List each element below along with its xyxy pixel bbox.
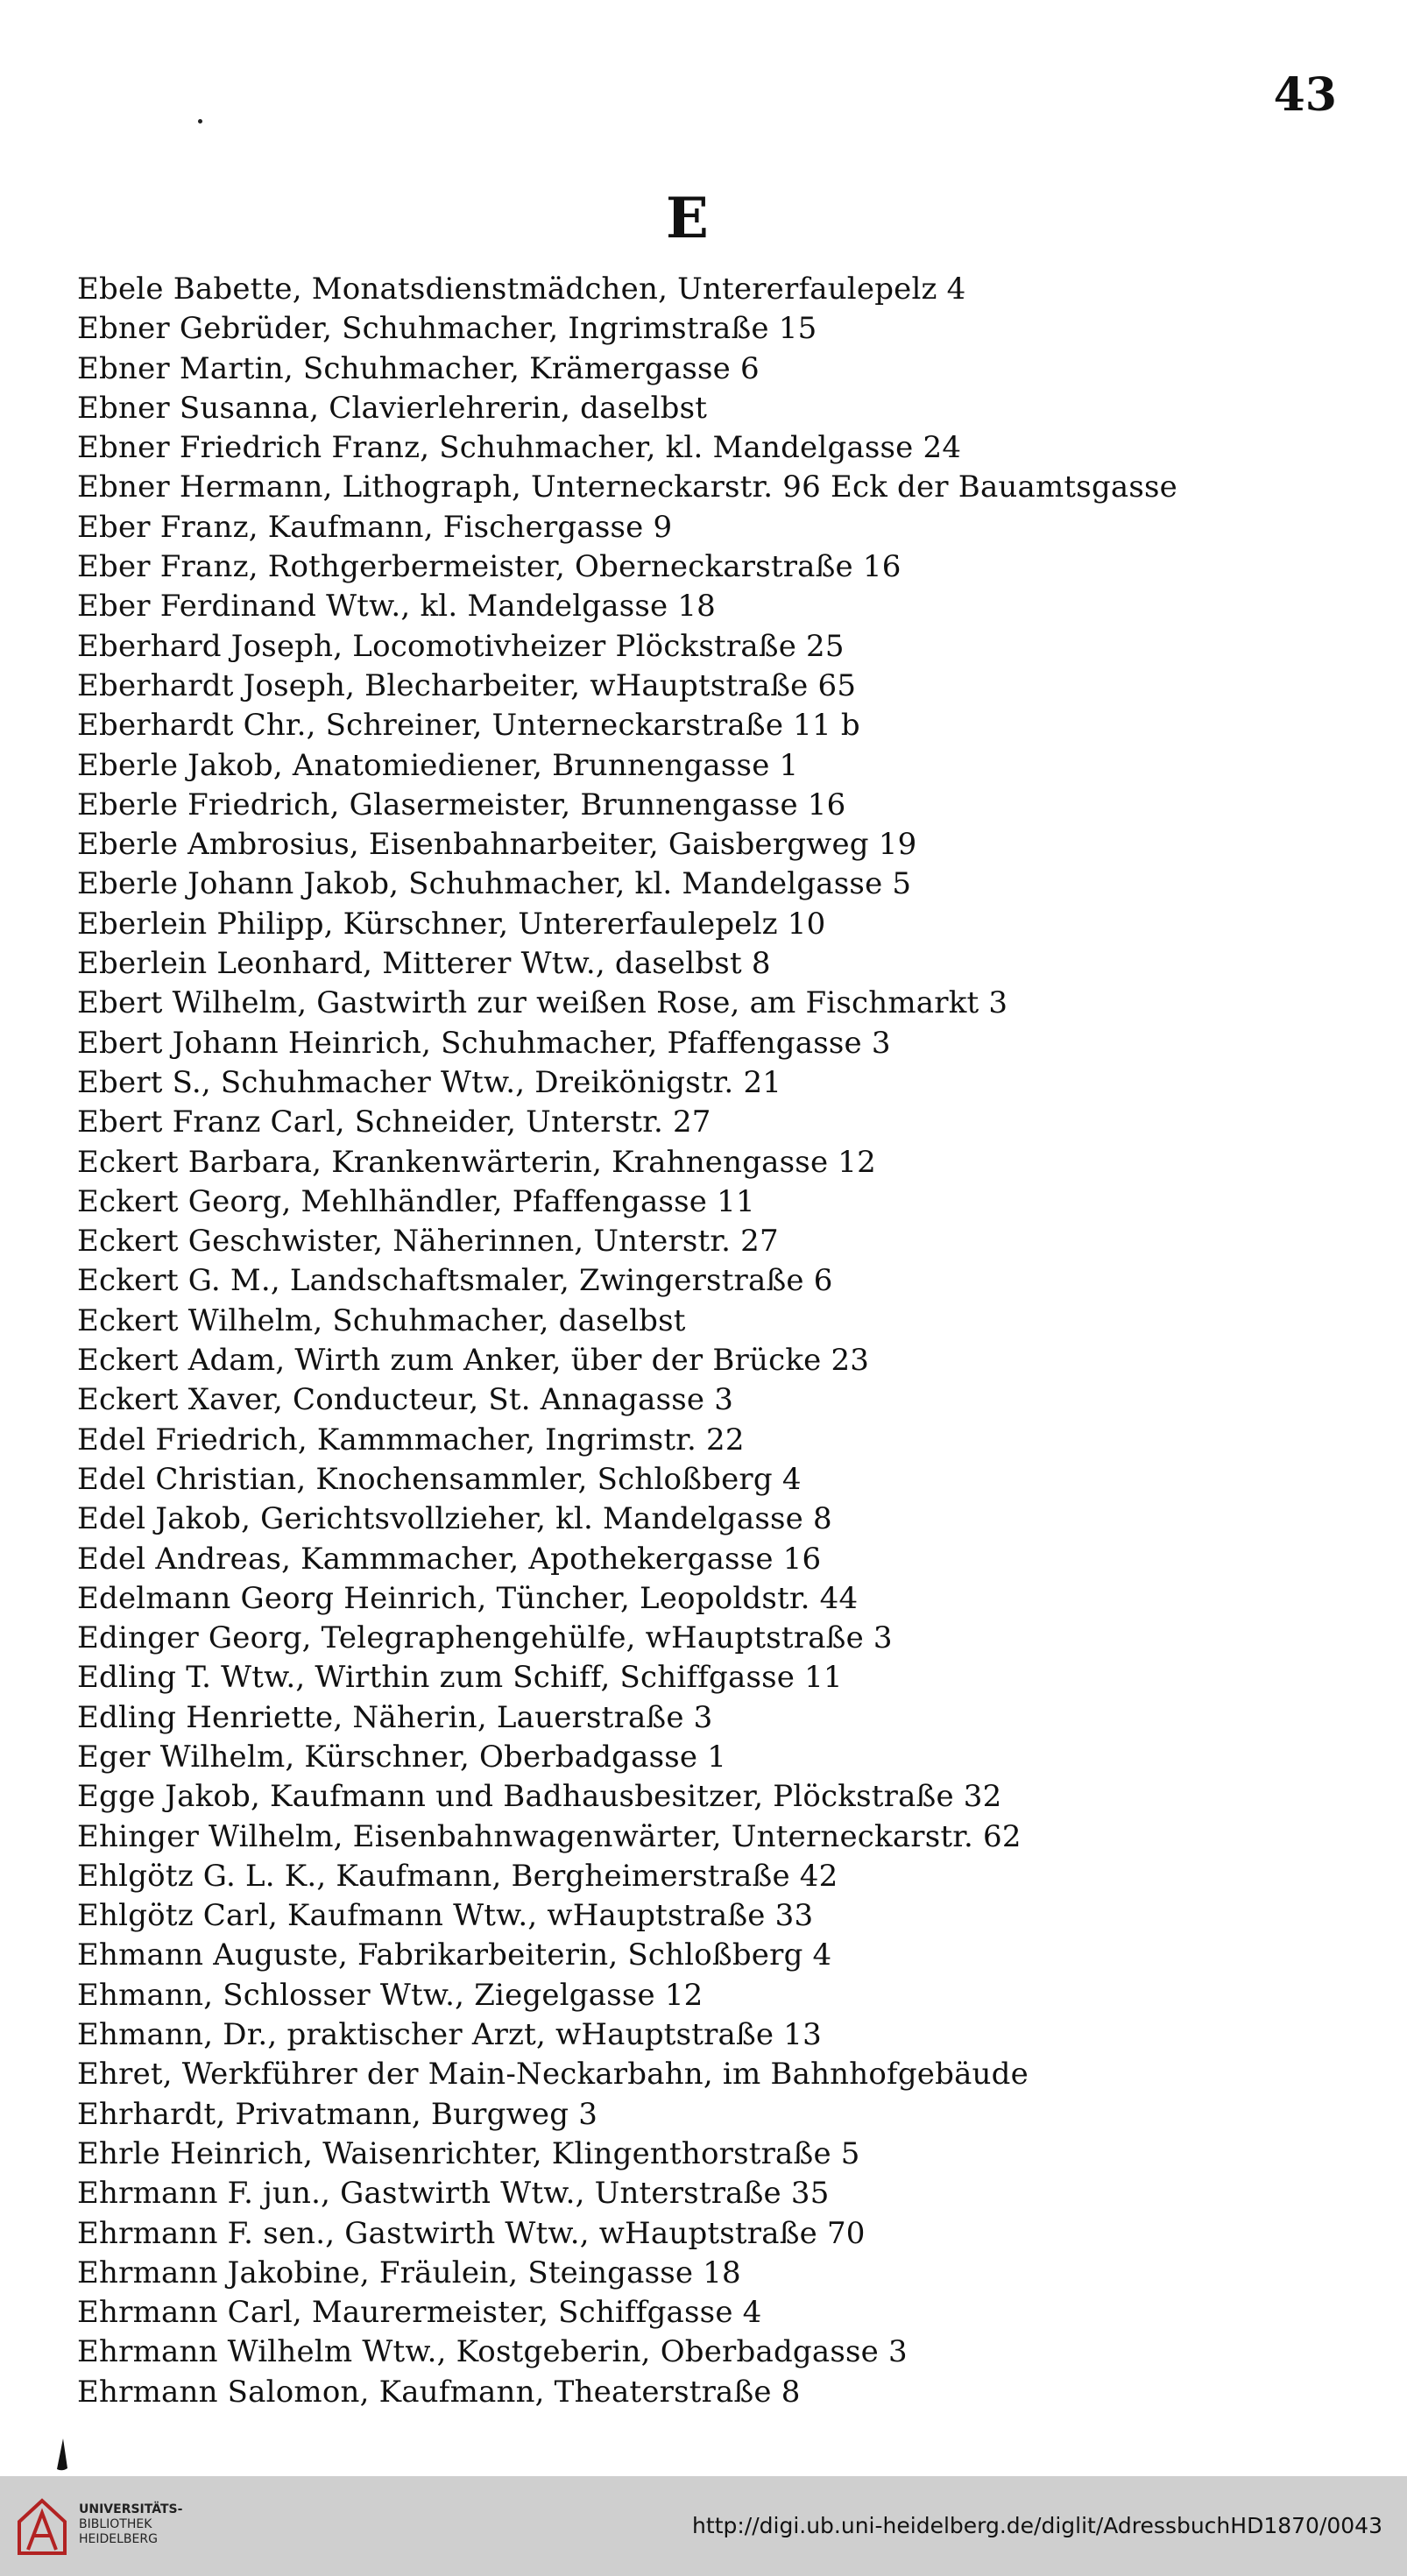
list-item: Eckert Wilhelm, Schuhmacher, daselbst	[77, 1302, 686, 1338]
list-item: Ehrmann Wilhelm Wtw., Kostgeberin, Oberbadgasse 3	[77, 2334, 908, 2370]
list-item: Eberlein Philipp, Kürschner, Untererfaulepelz 10	[77, 906, 826, 942]
footer-bar	[0, 2476, 1407, 2576]
list-item: Eber Franz, Rothgerbermeister, Oberneckarstraße 16	[77, 549, 901, 585]
list-item: Ebner Susanna, Clavierlehrerin, daselbst	[77, 390, 708, 426]
list-item: Egge Jakob, Kaufmann und Badhausbesitzer, Plöckstraße 32	[77, 1779, 1002, 1815]
list-item: Eckert Georg, Mehlhändler, Pfaffengasse 11	[77, 1183, 755, 1219]
list-item: Ebele Babette, Monatsdienstmädchen, Untererfaulepelz 4	[77, 272, 966, 307]
list-item: Ehlgötz G. L. K., Kaufmann, Bergheimerstraße 42	[77, 1858, 838, 1894]
list-item: Edelmann Georg Heinrich, Tüncher, Leopoldstr. 44	[77, 1580, 859, 1616]
list-item: Ehmann Auguste, Fabrikarbeiterin, Schloßberg 4	[77, 1937, 832, 1973]
directory-entries	[77, 270, 1374, 2412]
library-name	[79, 2502, 182, 2547]
list-item: Ebner Gebrüder, Schuhmacher, Ingrimstraße 15	[77, 311, 817, 347]
list-item: Eberlein Leonhard, Mitterer Wtw., daselbst 8	[77, 946, 771, 982]
list-item: Eckert Geschwister, Näherinnen, Unterstr. 27	[77, 1224, 779, 1260]
list-item: Eberle Friedrich, Glasermeister, Brunnengasse 16	[77, 787, 846, 822]
list-item: Edel Jakob, Gerichtsvollzieher, kl. Mandelgasse 8	[77, 1501, 832, 1537]
list-item: Ehmann, Schlosser Wtw., Ziegelgasse 12	[77, 1977, 704, 2013]
list-item: Ehmann, Dr., praktischer Arzt, wHauptstraße 13	[77, 2017, 822, 2053]
list-item: Eckert Barbara, Krankenwärterin, Krahnengasse 12	[77, 1144, 876, 1180]
list-item: Ehrmann Jakobine, Fräulein, Steingasse 18	[77, 2255, 741, 2290]
list-item: Ehrle Heinrich, Waisenrichter, Klingenthorstraße 5	[77, 2135, 860, 2171]
list-item: Eberle Ambrosius, Eisenbahnarbeiter, Gaisbergweg 19	[77, 827, 917, 863]
library-name-line2: BIBLIOTHEK	[79, 2517, 152, 2531]
list-item: Eberhardt Joseph, Blecharbeiter, wHauptstraße 65	[77, 667, 857, 703]
list-item: Ehrmann F. sen., Gastwirth Wtw., wHauptstraße 70	[77, 2215, 866, 2251]
university-library-logo-icon	[16, 2495, 68, 2557]
list-item: Ehinger Wilhelm, Eisenbahnwagenwärter, Unterneckarstr. 62	[77, 1818, 1022, 1854]
list-item: Edinger Georg, Telegraphengehülfe, wHauptstraße 3	[77, 1620, 893, 1656]
list-item: Eber Franz, Kaufmann, Fischergasse 9	[77, 509, 673, 545]
list-item: Ehrmann Salomon, Kaufmann, Theaterstraße 8	[77, 2374, 801, 2410]
list-item: Eberle Johann Jakob, Schuhmacher, kl. Mandelgasse 5	[77, 866, 912, 902]
list-item: Edling T. Wtw., Wirthin zum Schiff, Schiffgasse 11	[77, 1660, 843, 1696]
list-item: Edling Henriette, Näherin, Lauerstraße 3	[77, 1699, 713, 1735]
list-item: Edel Friedrich, Kammmacher, Ingrimstr. 22	[77, 1422, 745, 1457]
list-item: Ebner Martin, Schuhmacher, Krämergasse 6	[77, 350, 760, 386]
list-item: Ehrmann F. jun., Gastwirth Wtw., Unterstraße 35	[77, 2176, 830, 2212]
list-item: Eckert G. M., Landschaftsmaler, Zwingerstraße 6	[77, 1263, 833, 1299]
list-item: Eger Wilhelm, Kürschner, Oberbadgasse 1	[77, 1739, 727, 1775]
section-letter: E	[666, 186, 709, 251]
list-item: Ebert S., Schuhmacher Wtw., Dreikönigstr. 21	[77, 1064, 782, 1100]
list-item: Eckert Xaver, Conducteur, St. Annagasse 3	[77, 1382, 734, 1418]
list-item: Eberhardt Chr., Schreiner, Unterneckarstraße 11 b	[77, 708, 860, 744]
library-name-line1: UNIVERSITÄTS-	[79, 2502, 183, 2516]
list-item: Eber Ferdinand Wtw., kl. Mandelgasse 18	[77, 589, 717, 625]
list-item: Ebert Wilhelm, Gastwirth zur weißen Rose, am Fischmarkt 3	[77, 985, 1008, 1021]
list-item: Edel Christian, Knochensammler, Schloßberg 4	[77, 1461, 802, 1497]
list-item: Ehrhardt, Privatmann, Burgweg 3	[77, 2096, 598, 2132]
list-item: Eberle Jakob, Anatomiediener, Brunnengasse 1	[77, 747, 799, 783]
ink-mark-icon	[56, 2438, 68, 2472]
page-number: 43	[1273, 68, 1337, 122]
list-item: Ebert Franz Carl, Schneider, Unterstr. 27	[77, 1105, 711, 1140]
list-item: Ehlgötz Carl, Kaufmann Wtw., wHauptstraße 33	[77, 1898, 814, 1934]
library-name-line3: HEIDELBERG	[79, 2532, 158, 2546]
list-item: Edel Andreas, Kammmacher, Apothekergasse 16	[77, 1541, 822, 1577]
list-item: Ebner Hermann, Lithograph, Unterneckarstr. 96 Eck der Bauamtsgasse	[77, 469, 1177, 505]
source-url[interactable]: http://digi.ub.uni-heidelberg.de/diglit/AdressbuchHD1870/0043	[692, 2513, 1382, 2538]
list-item: Ebner Friedrich Franz, Schuhmacher, kl. Mandelgasse 24	[77, 430, 962, 466]
list-item: Ehret, Werkführer der Main-Neckarbahn, im Bahnhofgebäude	[77, 2057, 1029, 2093]
list-item: Ehrmann Carl, Maurermeister, Schiffgasse 4	[77, 2295, 762, 2331]
list-item: Ebert Johann Heinrich, Schuhmacher, Pfaffengasse 3	[77, 1025, 891, 1061]
list-item: Eckert Adam, Wirth zum Anker, über der Brücke 23	[77, 1343, 870, 1379]
ink-dot	[198, 119, 202, 124]
list-item: Eberhard Joseph, Locomotivheizer Plöckstraße 25	[77, 628, 845, 664]
